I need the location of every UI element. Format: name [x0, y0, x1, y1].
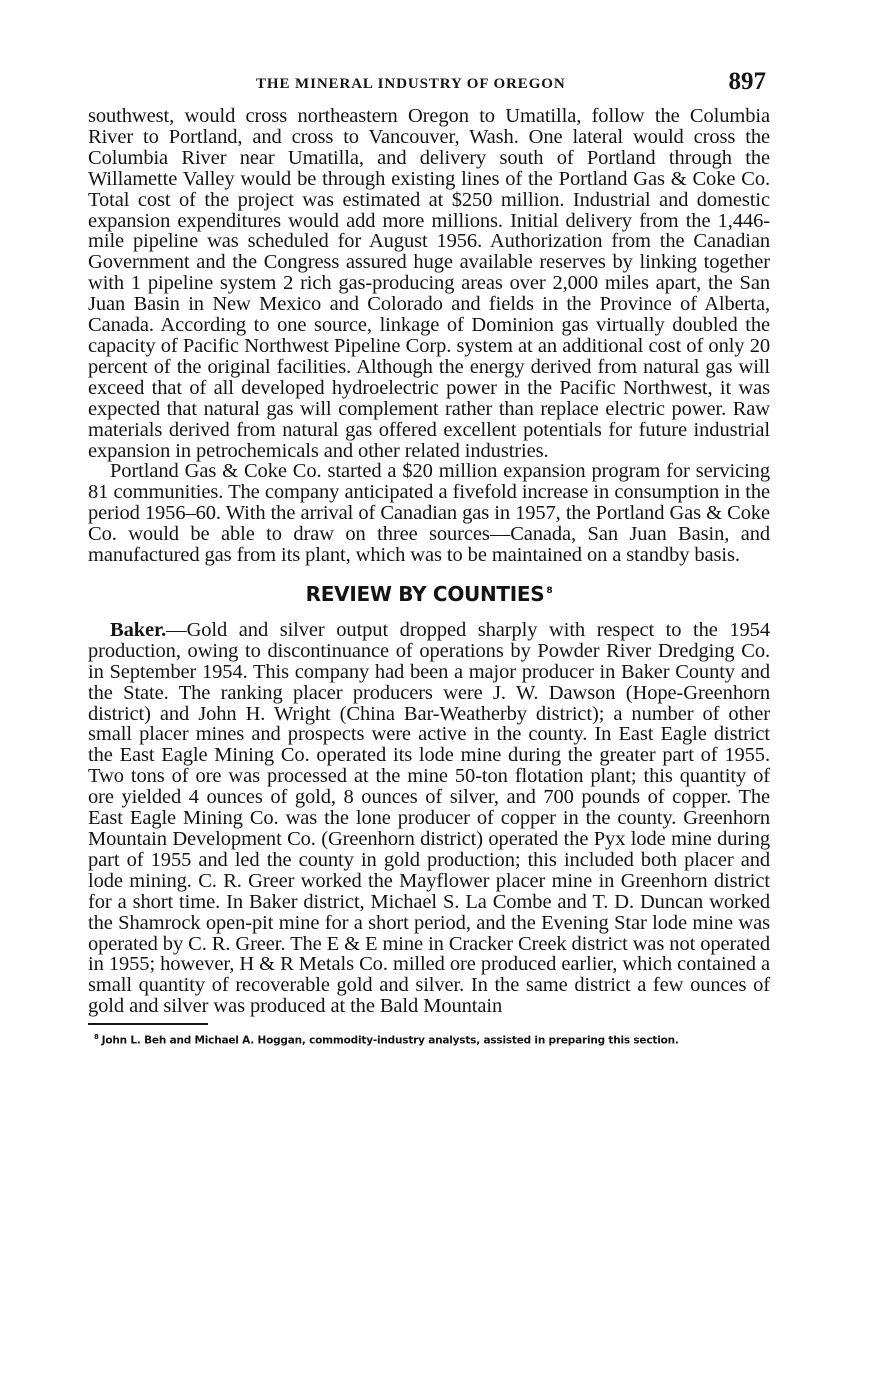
- page-number: 897: [728, 68, 766, 95]
- footnote: [88, 1033, 770, 1047]
- section-heading-text: REVIEW BY COUNTIES: [305, 581, 545, 606]
- county-review: [88, 620, 770, 1017]
- paragraph-baker-county: [88, 620, 770, 1017]
- document-page: [88, 70, 770, 1047]
- running-title: THE MINERAL INDUSTRY OF OREGON: [256, 76, 566, 92]
- running-header: [88, 70, 770, 106]
- footnote-marker: 8: [94, 1033, 99, 1042]
- footnote-divider: [88, 1023, 208, 1025]
- baker-county-text: —Gold and silver output dropped sharply with respect to the 1954 production, owing to discontinuance of operations by Powder River Dredging Co. in September 1954. This company had been a major producer in Baker County and the State. The ranking placer producers were J. W. Dawson (Hope-Greenhorn district) and John H. Wright (China Bar-Weatherby district); a number of other small placer mines and prospects were active in the county. In East Eagle district the East Eagle Mining Co. operated its lode mine during the greater part of 1955. Two tons of ore was processed at the mine 50-ton flotation plant; this quantity of ore yielded 4 ounces of gold, 8 ounces of silver, and 700 pounds of copper. The East Eagle Mining Co. was the lone producer of copper in the county. Greenhorn Mountain Development Co. (Greenhorn district) operated the Pyx lode mine during part of 1955 and led the county in gold production; this included both placer and lode mining. C. R. Greer worked the Mayflower placer mine in Greenhorn district for a short time. In Baker district, Michael S. La Combe and T. D. Duncan worked the Shamrock open-pit mine for a short period, and the Evening Star lode mine was operated by C. R. Greer. The E & E mine in Cracker Creek district was not operated in 1955; however, H & R Metals Co. milled ore produced earlier, which contained a small quantity of recoverable gold and silver. In the same district a few ounces of gold and silver was produced at the Bald Mountain: [88, 618, 770, 1018]
- county-lead-in: Baker.: [110, 618, 167, 641]
- body-text: [88, 106, 770, 566]
- section-heading: [88, 582, 770, 606]
- section-footnote-ref: 8: [546, 586, 553, 597]
- paragraph-portland-gas: Portland Gas & Coke Co. started a $20 million expansion program for servicing 81 communities. The company anticipated a fivefold increase in consumption in the period 1956–60. With the arrival of Canadian gas in 1957, the Portland Gas & Coke Co. would be able to draw on three sources—Canada, San Juan Basin, and manufactured gas from its plant, which was to be maintained on a standby basis.: [88, 460, 770, 567]
- paragraph-pipeline: southwest, would cross northeastern Oregon to Umatilla, follow the Columbia River to Portland, and cross to Vancouver, Wash. One lateral would cross the Columbia River near Umatilla, and delivery south of Portland through the Willamette Valley would be through existing lines of the Portland Gas & Coke Co. Total cost of the project was estimated at $250 million. Industrial and domestic expansion expenditures would add more millions. Initial delivery from the 1,446-mile pipeline was scheduled for August 1956. Authorization from the Canadian Government and the Congress assured huge available reserves by linking together with 1 pipeline system 2 rich gas-producing areas over 2,000 miles apart, the San Juan Basin in New Mexico and Colorado and fields in the Province of Alberta, Canada. According to one source, linkage of Dominion gas virtually doubled the capacity of Pacific Northwest Pipeline Corp. system at an additional cost of only 20 percent of the original facilities. Although the energy derived from natural gas will exceed that of all developed hydroelectric power in the Pacific Northwest, it was expected that natural gas will complement rather than replace electric power. Raw materials derived from natural gas offered excellent potentials for future industrial expansion in petrochemicals and other related industries.: [88, 105, 770, 462]
- footnote-text: John L. Beh and Michael A. Hoggan, commodity-industry analysts, assisted in preparing this section.: [101, 1034, 679, 1047]
